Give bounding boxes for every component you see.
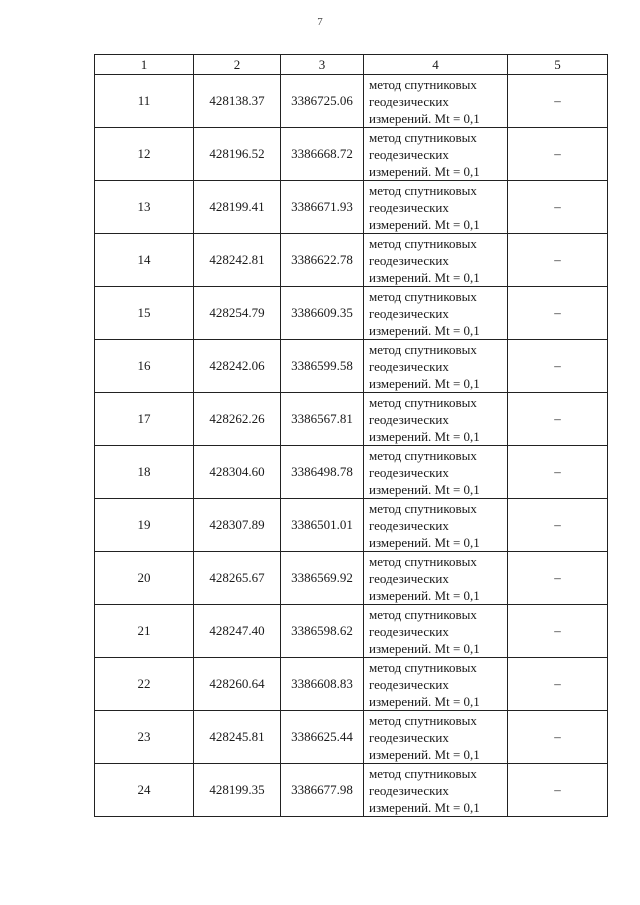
y-coordinate-cell: 3386625.44 (281, 711, 364, 764)
y-coordinate-cell: 3386677.98 (281, 764, 364, 817)
y-coordinate-cell: 3386725.06 (281, 75, 364, 128)
description-cell: – (508, 764, 608, 817)
x-coordinate-cell: 428242.81 (194, 234, 281, 287)
method-text: метод спутниковых геодезических измерений. Mt = 0,1 (369, 606, 480, 656)
method-cell (364, 605, 508, 658)
x-coordinate-cell: 428265.67 (194, 552, 281, 605)
description-cell: – (508, 552, 608, 605)
coordinates-table (94, 54, 608, 817)
column-header-1: 1 (95, 55, 194, 75)
method-text: метод спутниковых геодезических измерений. Mt = 0,1 (369, 712, 480, 762)
description-cell: – (508, 711, 608, 764)
point-number-cell: 18 (95, 446, 194, 499)
point-number-cell: 13 (95, 181, 194, 234)
method-text: метод спутниковых геодезических измерений. Mt = 0,1 (369, 182, 480, 232)
description-cell: – (508, 128, 608, 181)
method-text: метод спутниковых геодезических измерений. Mt = 0,1 (369, 76, 480, 126)
column-header-3: 3 (281, 55, 364, 75)
x-coordinate-cell: 428138.37 (194, 75, 281, 128)
table-row (95, 764, 608, 817)
point-number-cell: 19 (95, 499, 194, 552)
table-row (95, 499, 608, 552)
method-text: метод спутниковых геодезических измерений. Mt = 0,1 (369, 129, 480, 179)
table-row (95, 340, 608, 393)
y-coordinate-cell: 3386608.83 (281, 658, 364, 711)
page-number: 7 (317, 16, 323, 28)
y-coordinate-cell: 3386622.78 (281, 234, 364, 287)
method-cell (364, 446, 508, 499)
table-header (95, 55, 608, 75)
y-coordinate-cell: 3386671.93 (281, 181, 364, 234)
description-cell: – (508, 234, 608, 287)
point-number-cell: 22 (95, 658, 194, 711)
point-number-cell: 15 (95, 287, 194, 340)
x-coordinate-cell: 428254.79 (194, 287, 281, 340)
method-cell (364, 499, 508, 552)
table-row (95, 287, 608, 340)
method-text: метод спутниковых геодезических измерений. Mt = 0,1 (369, 447, 480, 497)
description-cell: – (508, 393, 608, 446)
table-row (95, 605, 608, 658)
method-cell (364, 128, 508, 181)
method-text: метод спутниковых геодезических измерений. Mt = 0,1 (369, 553, 480, 603)
column-header-2: 2 (194, 55, 281, 75)
point-number-cell: 21 (95, 605, 194, 658)
column-header-5: 5 (508, 55, 608, 75)
method-cell (364, 340, 508, 393)
description-cell: – (508, 340, 608, 393)
x-coordinate-cell: 428196.52 (194, 128, 281, 181)
x-coordinate-cell: 428199.41 (194, 181, 281, 234)
method-text: метод спутниковых геодезических измерений. Mt = 0,1 (369, 500, 480, 550)
point-number-cell: 17 (95, 393, 194, 446)
x-coordinate-cell: 428307.89 (194, 499, 281, 552)
method-text: метод спутниковых геодезических измерений. Mt = 0,1 (369, 341, 480, 391)
method-cell (364, 75, 508, 128)
table-body (95, 75, 608, 817)
y-coordinate-cell: 3386569.92 (281, 552, 364, 605)
table-row (95, 128, 608, 181)
table-row (95, 658, 608, 711)
point-number-cell: 24 (95, 764, 194, 817)
method-cell (364, 287, 508, 340)
table-row (95, 234, 608, 287)
y-coordinate-cell: 3386598.62 (281, 605, 364, 658)
method-cell (364, 234, 508, 287)
method-text: метод спутниковых геодезических измерений. Mt = 0,1 (369, 394, 480, 444)
point-number-cell: 20 (95, 552, 194, 605)
point-number-cell: 11 (95, 75, 194, 128)
point-number-cell: 12 (95, 128, 194, 181)
method-cell (364, 181, 508, 234)
table-row (95, 393, 608, 446)
point-number-cell: 14 (95, 234, 194, 287)
table-row (95, 75, 608, 128)
point-number-cell: 23 (95, 711, 194, 764)
x-coordinate-cell: 428304.60 (194, 446, 281, 499)
y-coordinate-cell: 3386501.01 (281, 499, 364, 552)
y-coordinate-cell: 3386668.72 (281, 128, 364, 181)
method-cell (364, 552, 508, 605)
method-text: метод спутниковых геодезических измерений. Mt = 0,1 (369, 288, 480, 338)
description-cell: – (508, 446, 608, 499)
x-coordinate-cell: 428262.26 (194, 393, 281, 446)
method-cell (364, 658, 508, 711)
x-coordinate-cell: 428199.35 (194, 764, 281, 817)
method-text: метод спутниковых геодезических измерений. Mt = 0,1 (369, 765, 480, 815)
point-number-cell: 16 (95, 340, 194, 393)
description-cell: – (508, 287, 608, 340)
table-row (95, 181, 608, 234)
header-row (95, 55, 608, 75)
method-cell (364, 393, 508, 446)
description-cell: – (508, 499, 608, 552)
table-row (95, 446, 608, 499)
method-cell (364, 764, 508, 817)
x-coordinate-cell: 428247.40 (194, 605, 281, 658)
x-coordinate-cell: 428245.81 (194, 711, 281, 764)
description-cell: – (508, 605, 608, 658)
y-coordinate-cell: 3386567.81 (281, 393, 364, 446)
x-coordinate-cell: 428242.06 (194, 340, 281, 393)
column-header-4: 4 (364, 55, 508, 75)
method-cell (364, 711, 508, 764)
method-text: метод спутниковых геодезических измерений. Mt = 0,1 (369, 659, 480, 709)
x-coordinate-cell: 428260.64 (194, 658, 281, 711)
description-cell: – (508, 75, 608, 128)
y-coordinate-cell: 3386498.78 (281, 446, 364, 499)
table-row (95, 552, 608, 605)
description-cell: – (508, 181, 608, 234)
table-row (95, 711, 608, 764)
y-coordinate-cell: 3386599.58 (281, 340, 364, 393)
description-cell: – (508, 658, 608, 711)
y-coordinate-cell: 3386609.35 (281, 287, 364, 340)
method-text: метод спутниковых геодезических измерений. Mt = 0,1 (369, 235, 480, 285)
